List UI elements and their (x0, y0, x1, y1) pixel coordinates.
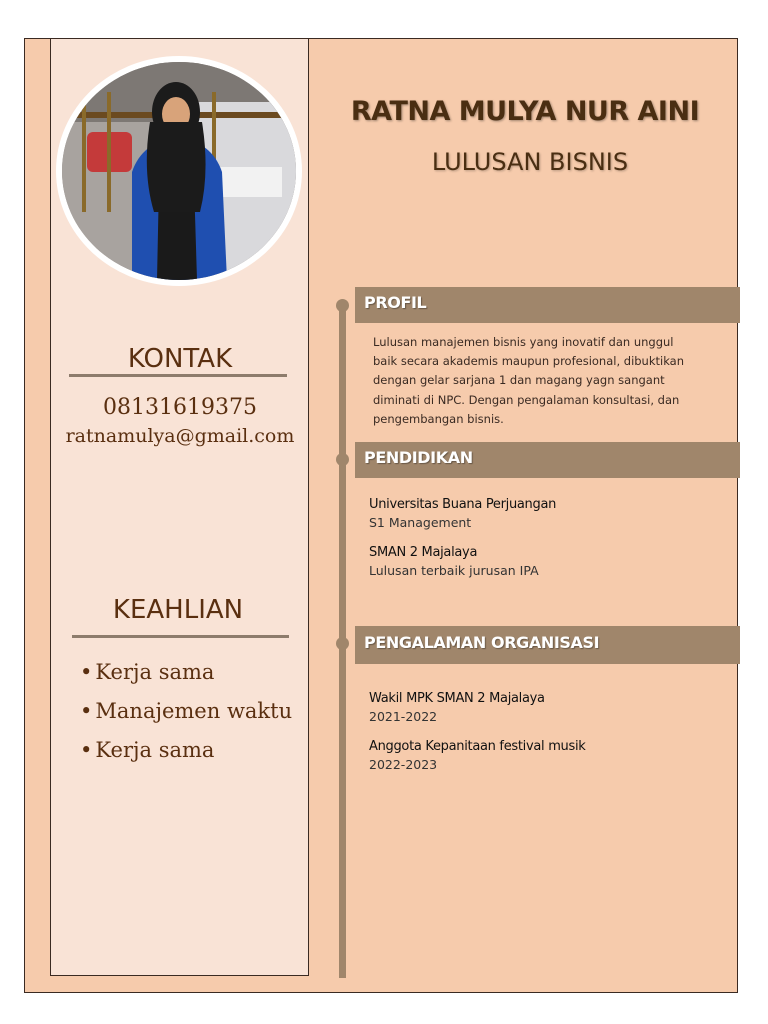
education-heading: PENDIDIKAN (364, 448, 473, 467)
timeline-dot (336, 299, 349, 312)
skills-divider (72, 635, 289, 638)
contact-divider (69, 374, 287, 377)
organization-period: 2021-2022 (369, 709, 438, 724)
skill-item: • Manajemen waktu (80, 695, 292, 734)
organization-title: Wakil MPK SMAN 2 Majalaya (369, 691, 545, 706)
organization-heading: PENGALAMAN ORGANISASI (364, 633, 600, 652)
profile-photo (56, 56, 302, 286)
organization-entry (369, 691, 729, 724)
education-entry (369, 497, 729, 530)
contact-email[interactable]: ratnamulya@gmail.com (65, 425, 295, 447)
education-detail: S1 Management (369, 515, 472, 530)
organization-section-header (355, 626, 740, 664)
skill-item: • Kerja sama (80, 734, 292, 773)
organization-title: Anggota Kepanitaan festival musik (369, 739, 586, 754)
organization-period: 2022-2023 (369, 757, 438, 772)
education-title: Universitas Buana Perjuangan (369, 497, 557, 512)
profile-line: diminati di NPC. Dengan pengalaman konsultasi, dan (373, 392, 680, 407)
profile-line: baik secara akademis maupun profesional, dibuktikan (373, 354, 685, 369)
skill-item: • Kerja sama (80, 656, 292, 695)
profile-photo-image (62, 62, 296, 280)
contact-heading: KONTAK (127, 344, 233, 374)
skills-heading: KEAHLIAN (112, 595, 244, 625)
education-section-header (355, 442, 740, 478)
contact-phone: 08131619375 (103, 395, 257, 420)
timeline-dot (336, 637, 349, 650)
profile-heading: PROFIL (364, 293, 427, 312)
organization-entry (369, 739, 729, 772)
profile-line: Lulusan manajemen bisnis yang inovatif dan unggul (373, 335, 674, 349)
education-title: SMAN 2 Majalaya (369, 545, 478, 560)
education-detail: Lulusan terbaik jurusan IPA (369, 563, 539, 578)
timeline-dot (336, 453, 349, 466)
profile-summary (373, 333, 713, 429)
profile-line: dengan gelar sarjana 1 dan magang yagn sangant (373, 373, 665, 388)
skills-list (80, 656, 292, 773)
candidate-role: LULUSAN BISNIS (431, 148, 629, 176)
candidate-name: RATNA MULYA NUR AINI (350, 96, 700, 127)
profile-section-header (355, 287, 740, 323)
profile-line: pengembangan bisnis. (373, 411, 504, 426)
education-entry (369, 545, 729, 578)
